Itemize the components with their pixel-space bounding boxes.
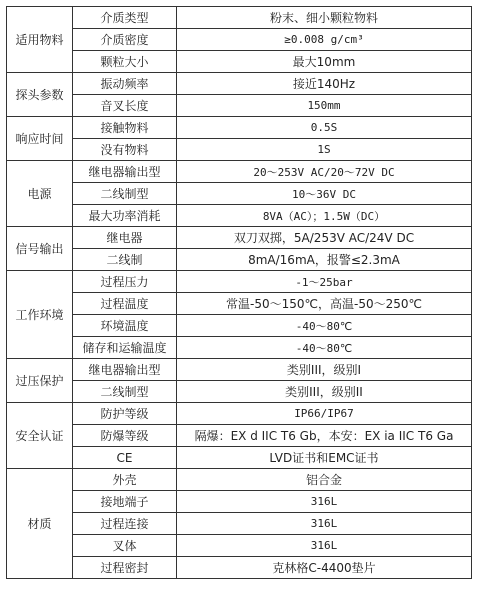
item-label: 过程温度 — [73, 293, 177, 315]
spec-row — [7, 73, 472, 95]
spec-row — [7, 249, 472, 271]
item-label: CE — [73, 447, 177, 469]
category-label: 过压保护 — [7, 359, 73, 403]
spec-table — [6, 6, 472, 579]
spec-row — [7, 51, 472, 73]
item-value: 克林格C-4400垫片 — [177, 557, 472, 579]
item-value: 常温-50～150℃，高温-50～250℃ — [177, 293, 472, 315]
item-value: 316L — [177, 535, 472, 557]
spec-row — [7, 205, 472, 227]
spec-row — [7, 315, 472, 337]
spec-row — [7, 183, 472, 205]
category-label: 工作环境 — [7, 271, 73, 359]
spec-row — [7, 161, 472, 183]
item-value: 1S — [177, 139, 472, 161]
item-label: 过程密封 — [73, 557, 177, 579]
item-value: 类别III，级别I — [177, 359, 472, 381]
spec-row — [7, 359, 472, 381]
item-label: 继电器输出型 — [73, 359, 177, 381]
item-value: IP66/IP67 — [177, 403, 472, 425]
item-label: 环境温度 — [73, 315, 177, 337]
spec-row — [7, 425, 472, 447]
item-value: 8mA/16mA，报警≤2.3mA — [177, 249, 472, 271]
item-label: 防护等级 — [73, 403, 177, 425]
item-label: 振动频率 — [73, 73, 177, 95]
spec-row — [7, 95, 472, 117]
spec-table-body — [7, 7, 472, 579]
spec-row — [7, 513, 472, 535]
item-label: 叉体 — [73, 535, 177, 557]
spec-row — [7, 117, 472, 139]
item-label: 继电器输出型 — [73, 161, 177, 183]
spec-row — [7, 469, 472, 491]
spec-row — [7, 491, 472, 513]
item-value: 最大10mm — [177, 51, 472, 73]
spec-row — [7, 227, 472, 249]
item-label: 接触物料 — [73, 117, 177, 139]
item-value: ≥0.008 g/cm³ — [177, 29, 472, 51]
item-value: 316L — [177, 513, 472, 535]
spec-row — [7, 337, 472, 359]
spec-row — [7, 557, 472, 579]
item-label: 二线制型 — [73, 183, 177, 205]
item-label: 储存和运输温度 — [73, 337, 177, 359]
item-label: 介质类型 — [73, 7, 177, 29]
item-label: 继电器 — [73, 227, 177, 249]
item-label: 介质密度 — [73, 29, 177, 51]
category-label: 探头参数 — [7, 73, 73, 117]
item-value: -40～80℃ — [177, 315, 472, 337]
item-label: 二线制 — [73, 249, 177, 271]
spec-row — [7, 403, 472, 425]
item-label: 最大功率消耗 — [73, 205, 177, 227]
spec-row — [7, 381, 472, 403]
item-value: 20～253V AC/20～72V DC — [177, 161, 472, 183]
item-label: 颗粒大小 — [73, 51, 177, 73]
item-label: 二线制型 — [73, 381, 177, 403]
category-label: 信号输出 — [7, 227, 73, 271]
item-value: 隔爆：EX d IIC T6 Gb，本安：EX ia IIC T6 Ga — [177, 425, 472, 447]
spec-row — [7, 293, 472, 315]
category-label: 适用物料 — [7, 7, 73, 73]
item-value: 0.5S — [177, 117, 472, 139]
item-value: -1～25bar — [177, 271, 472, 293]
category-label: 安全认证 — [7, 403, 73, 469]
spec-row — [7, 447, 472, 469]
item-label: 音叉长度 — [73, 95, 177, 117]
item-value: 接近140Hz — [177, 73, 472, 95]
item-value: 双刀双掷，5A/253V AC/24V DC — [177, 227, 472, 249]
category-label: 材质 — [7, 469, 73, 579]
item-label: 防爆等级 — [73, 425, 177, 447]
item-value: -40～80℃ — [177, 337, 472, 359]
spec-table-container — [6, 6, 472, 579]
item-value: 类别III，级别II — [177, 381, 472, 403]
spec-row — [7, 535, 472, 557]
spec-row — [7, 271, 472, 293]
item-value: 10～36V DC — [177, 183, 472, 205]
item-label: 过程压力 — [73, 271, 177, 293]
item-value: LVD证书和EMC证书 — [177, 447, 472, 469]
item-value: 铝合金 — [177, 469, 472, 491]
item-label: 过程连接 — [73, 513, 177, 535]
item-value: 8VA（AC）；1.5W（DC） — [177, 205, 472, 227]
spec-row — [7, 29, 472, 51]
category-label: 响应时间 — [7, 117, 73, 161]
item-value: 粉末、细小颗粒物料 — [177, 7, 472, 29]
spec-row — [7, 7, 472, 29]
item-label: 没有物料 — [73, 139, 177, 161]
spec-row — [7, 139, 472, 161]
category-label: 电源 — [7, 161, 73, 227]
item-label: 外壳 — [73, 469, 177, 491]
item-label: 接地端子 — [73, 491, 177, 513]
item-value: 150mm — [177, 95, 472, 117]
item-value: 316L — [177, 491, 472, 513]
